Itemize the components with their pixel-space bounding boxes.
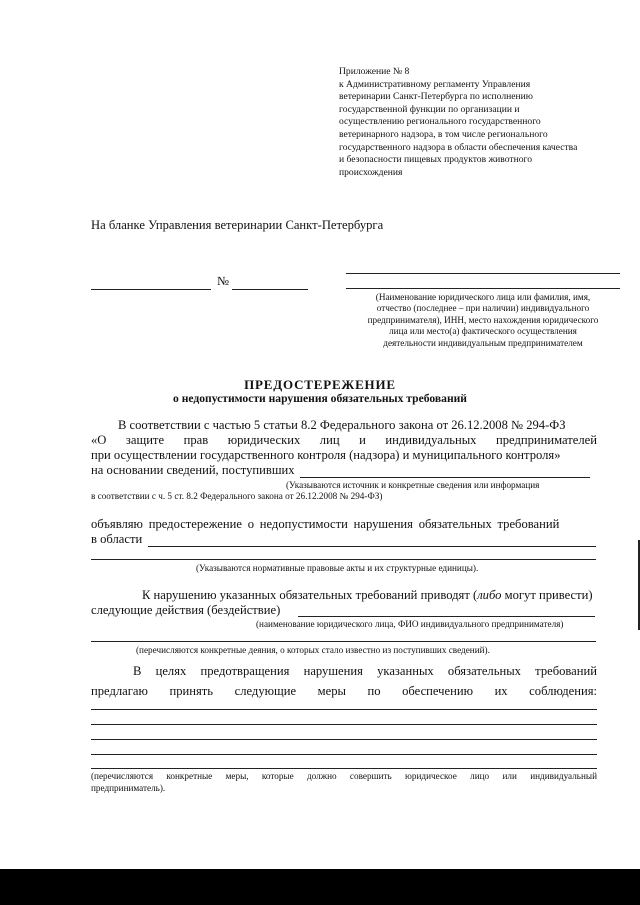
appendix-line: государственного надзора в области обеспечения качества <box>339 141 578 153</box>
document-subtitle: о недопустимости нарушения обязательных требований <box>173 392 467 405</box>
appendix-line: государственной функции по организации и <box>339 103 520 115</box>
para3-note: (перечисляются конкретные деяния, о которых стало известно из поступивших сведений). <box>136 645 490 655</box>
recipient-field-line[interactable] <box>346 288 620 289</box>
appendix-line: ветеринарии Санкт-Петербурга по исполнению <box>339 91 533 103</box>
number-sign: № <box>217 274 230 288</box>
para3-text: могут привести) <box>501 588 593 602</box>
para3-line: следующие действия (бездействие) <box>91 603 281 617</box>
actions-field[interactable] <box>91 641 596 642</box>
para1-line: при осуществлении государственного контроля (надзора) и муниципального контроля» <box>91 448 561 462</box>
para4-line: предлагаю принять следующие меры по обеспечению их соблюдения: <box>91 684 597 698</box>
para3-text: К нарушению указанных обязательных требований приводят ( <box>142 588 478 602</box>
para2-line: объявляю предостережение о недопустимости нарушения обязательных требований <box>91 517 560 531</box>
caption-line: лица или место(а) фактического осуществления <box>389 326 577 337</box>
area-field-line[interactable] <box>91 559 596 560</box>
source-field[interactable] <box>300 477 590 478</box>
measures-field-line[interactable] <box>91 768 597 769</box>
date-field[interactable] <box>91 289 211 290</box>
scan-bottom-border <box>0 869 640 905</box>
measures-field-line[interactable] <box>91 739 597 740</box>
recipient-caption <box>346 292 620 349</box>
letterhead-note: На бланке Управления ветеринарии Санкт-Петербурга <box>91 218 384 232</box>
caption-line: отчество (последнее – при наличии) индивидуального <box>376 303 590 314</box>
appendix-line: ветеринарного надзора, в том числе регионального <box>339 128 548 140</box>
caption-line: деятельности индивидуальным предпринимателем <box>383 337 583 348</box>
para4-note: (перечисляются конкретные меры, которые должно совершить юридическое лицо или индивидуальный <box>91 771 597 781</box>
area-field[interactable] <box>148 546 596 547</box>
para3-italic: либо <box>477 588 502 602</box>
violator-field[interactable] <box>298 616 595 617</box>
para1-note: в соответствии с ч. 5 ст. 8.2 Федерального закона от 26.12.2008 № 294-ФЗ) <box>91 491 383 501</box>
number-field[interactable] <box>232 289 308 290</box>
appendix-line: и безопасности пищевых продуктов животного <box>339 154 533 166</box>
para4-note: предприниматель). <box>91 783 166 793</box>
appendix-reference <box>339 66 619 179</box>
caption-line: предпринимателя), ИНН, место нахождения юридического <box>367 314 599 325</box>
appendix-line: происхождения <box>339 166 403 178</box>
appendix-line: к Административному регламенту Управления <box>339 78 531 90</box>
para1-note: (Указываются источник и конкретные сведения или информация <box>286 480 540 490</box>
measures-field-line[interactable] <box>91 709 597 710</box>
para3-note: (наименование юридического лица, ФИО индивидуального предпринимателя) <box>256 619 564 629</box>
para1-line: «О защите прав юридических лиц и индивидуальных предпринимателей <box>91 433 597 447</box>
appendix-line: Приложение № 8 <box>339 66 410 77</box>
measures-field-line[interactable] <box>91 754 597 755</box>
para1-line: на основании сведений, поступивших <box>91 463 295 477</box>
appendix-line: осуществлению регионального государственного <box>339 116 541 128</box>
para4-line: В целях предотвращения нарушения указанных обязательных требований <box>133 664 597 678</box>
recipient-field-line[interactable] <box>346 273 620 274</box>
para2-note: (Указываются нормативные правовые акты и их структурные единицы). <box>196 563 479 573</box>
measures-field-line[interactable] <box>91 724 597 725</box>
caption-line: (Наименование юридического лица или фамилия, имя, <box>375 292 591 302</box>
para2-line: в области <box>91 532 143 546</box>
para3-line <box>142 588 593 603</box>
document-title: ПРЕДОСТЕРЕЖЕНИЕ <box>244 377 396 392</box>
para1-line: В соответствии с частью 5 статьи 8.2 Федерального закона от 26.12.2008 № 294-ФЗ <box>118 418 566 432</box>
